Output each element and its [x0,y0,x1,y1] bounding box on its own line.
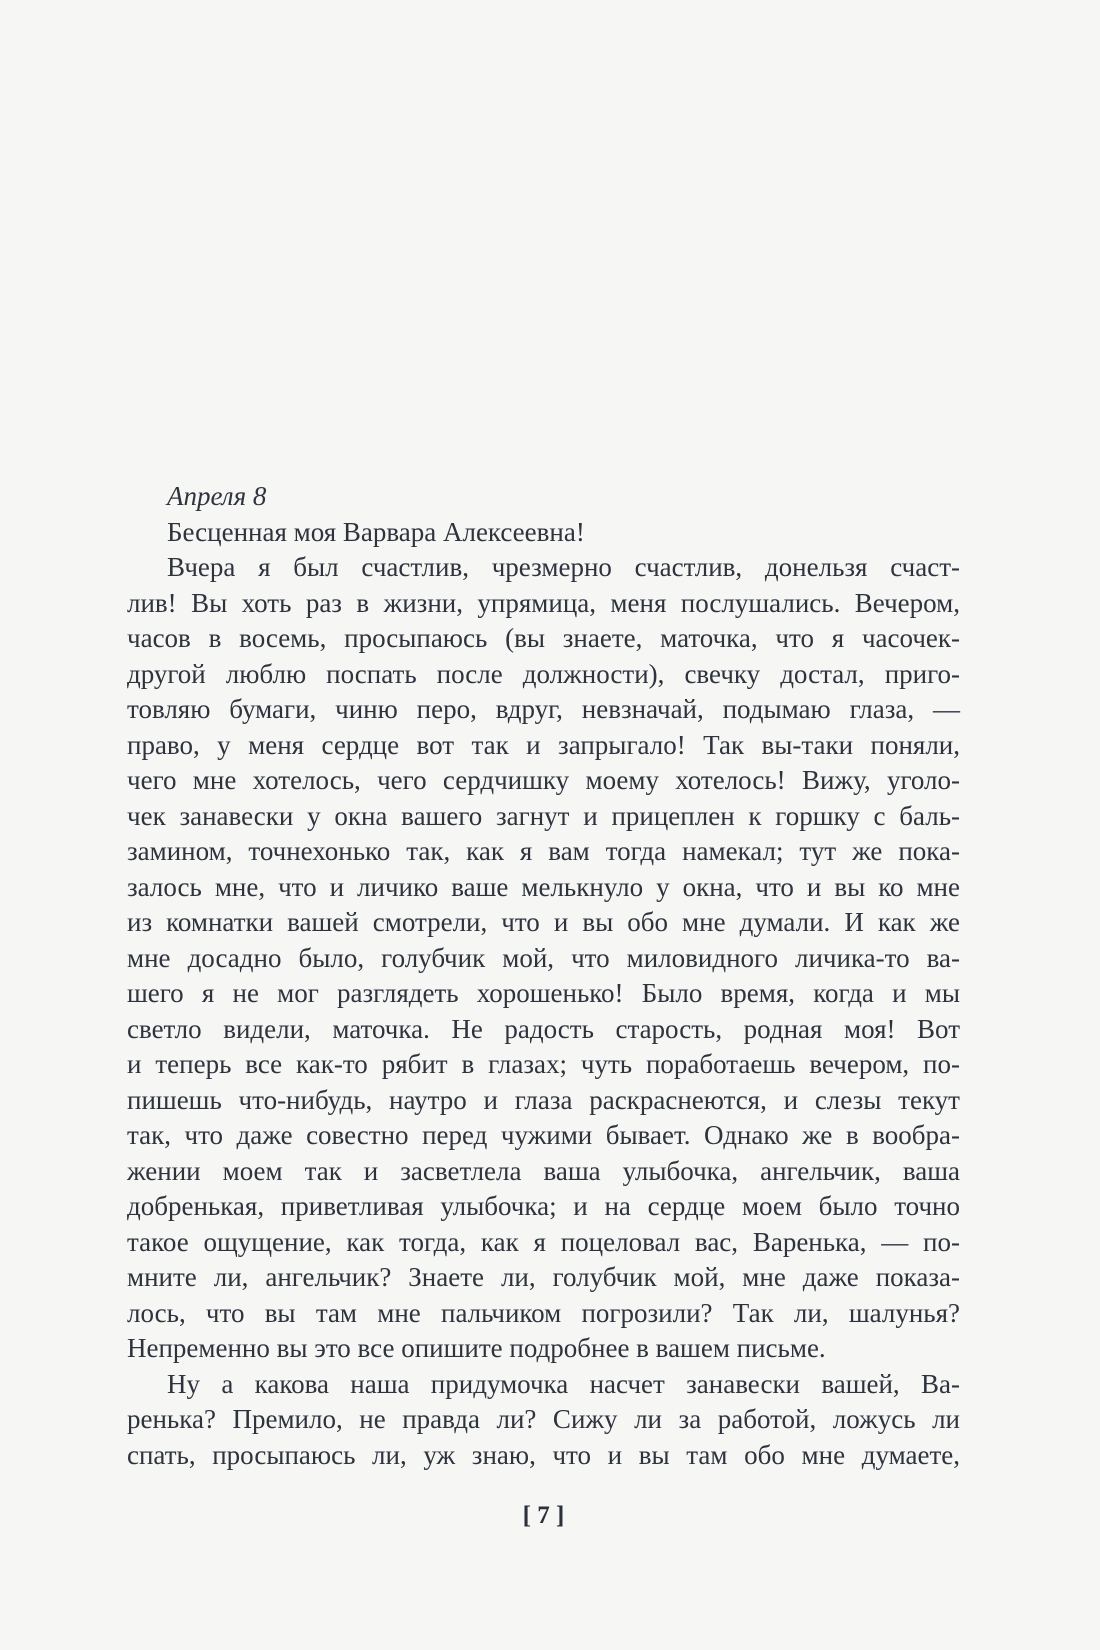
text-line: товляю бумаги, чиню перо, вдруг, невзначай, подымаю глаза, — [127,694,960,724]
text-line: право, у меня сердце вот так и запрыгало! Так вы-таки поняли, [127,729,960,760]
text-line: и теперь все как-то рябит в глазах; чуть поработаешь вечером, по- [127,1049,960,1079]
text-line: Ну а какова наша придумочка насчет занавески вашей, Ва- [167,1368,960,1399]
text-line: так, что даже совестно перед чужими бывает. Однако же в вообра- [127,1120,960,1150]
date-heading: Апреля 8 [167,481,267,511]
page-number: [ 7 ] [522,1502,565,1529]
text-line: добренькая, приветливая улыбочка; и на сердце моем было точно [127,1191,960,1221]
text-line: лив! Вы хоть раз в жизни, упрямица, меня послушались. Вечером, [127,587,960,618]
text-line: жении моем так и засветлела ваша улыбочка, ангельчик, ваша [127,1155,960,1186]
text-line: замином, точнехонько так, как я вам тогда намекал; тут же пока- [127,836,960,866]
text-line: мните ли, ангельчик? Знаете ли, голубчик мой, мне даже показа- [127,1262,960,1292]
text-block [127,479,960,1473]
text-line: другой люблю поспать после должности), свечку достал, приго- [127,658,960,689]
text-line: Бесценная моя Варвара Алексеевна! [167,516,585,547]
text-line: залось мне, что и личико ваше мелькнуло у окна, что и вы ко мне [127,871,960,902]
text-line: спать, просыпаюсь ли, уж знаю, что и вы там обо мне думаете, [127,1439,960,1470]
text-line: шего я не мог разглядеть хорошенько! Было время, когда и мы [127,978,960,1008]
text-line: Вчера я был счастлив, чрезмерно счастлив, донельзя счаст- [167,552,960,582]
text-line: ренька? Премило, не правда ли? Сижу ли за работой, ложусь ли [127,1404,960,1434]
text-line: такое ощущение, как тогда, как я поцеловал вас, Варенька, — по- [127,1226,960,1257]
text-line: мне досадно было, голубчик мой, что миловидного личика-то ва- [127,942,960,973]
text-line: Непременно вы это все опишите подробнее в вашем письме. [127,1333,826,1363]
text-line: часов в восемь, просыпаюсь (вы знаете, маточка, что я часочек- [127,623,960,653]
text-line: пишешь что-нибудь, наутро и глаза раскраснеются, и слезы текут [127,1084,960,1115]
text-line: из комнатки вашей смотрели, что и вы обо мне думали. И как же [127,907,960,937]
text-line: чего мне хотелось, чего сердчишку моему хотелось! Вижу, уголо- [127,765,960,795]
text-line: светло видели, маточка. Не радость старость, родная моя! Вот [127,1013,960,1044]
text-line: лось, что вы там мне пальчиком погрозили? Так ли, шалунья? [127,1297,960,1328]
text-line: чек занавески у окна вашего загнут и прицеплен к горшку с баль- [127,800,960,831]
